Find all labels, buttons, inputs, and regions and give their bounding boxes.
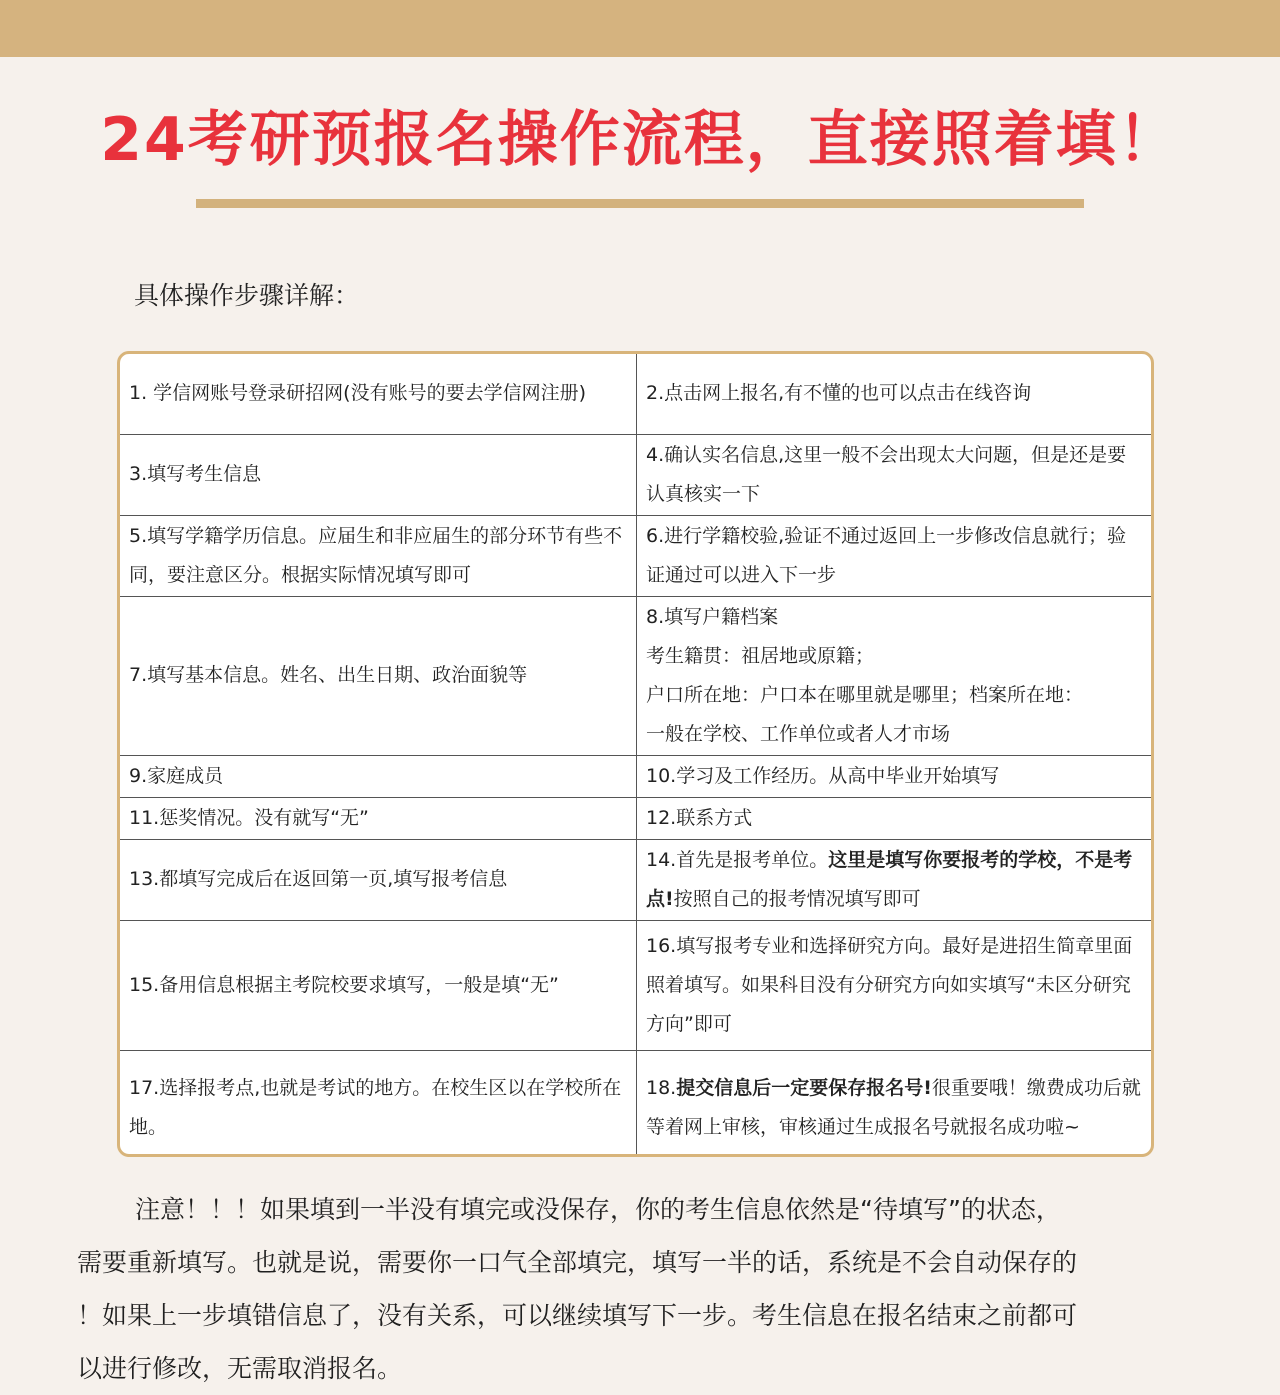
table-row: [120, 354, 1151, 434]
step-18-emphasis: 提交信息后一定要保存报名号!: [676, 1077, 932, 1100]
step-13: 13.都填写完成后在返回第一页,填写报考信息: [120, 839, 637, 920]
page-title: 24考研预报名操作流程，直接照着填！: [100, 105, 1180, 175]
table-row: [120, 515, 1151, 596]
table-row: [120, 920, 1151, 1050]
step-8-line-3: 一般在学校、工作单位或者人才市场: [646, 722, 951, 745]
step-4: 4.确认实名信息,这里一般不会出现太大问题，但是还是要认真核实一下: [637, 434, 1152, 515]
step-18-tail: 很重要哦！缴费成功后就等着网上审核，审核通过生成报名号就报名成功啦~: [646, 1077, 1141, 1139]
step-8: [637, 596, 1152, 755]
step-10: 10.学习及工作经历。从高中毕业开始填写: [637, 755, 1152, 797]
step-11: 11.惩奖情况。没有就写“无”: [120, 797, 637, 839]
notice-line-2: 需要重新填写。也就是说，需要你一口气全部填完，填写一半的话，系统是不会自动保存的: [77, 1248, 1078, 1277]
notice-line-1: 注意！！！如果填到一半没有填完或没保存，你的考生信息依然是“待填写”的状态，: [135, 1195, 1061, 1224]
step-6: 6.进行学籍校验,验证不通过返回上一步修改信息就行；验证通过可以进入下一步: [637, 515, 1152, 596]
step-1: 1. 学信网账号登录研招网(没有账号的要去学信网注册): [120, 354, 637, 434]
table-row: [120, 434, 1151, 515]
notice-line-4: 以进行修改，无需取消报名。: [77, 1354, 403, 1383]
title-underline: [196, 199, 1084, 208]
step-9: 9.家庭成员: [120, 755, 637, 797]
step-14-tail: 按照自己的报考情况填写即可: [673, 887, 921, 910]
step-12: 12.联系方式: [637, 797, 1152, 839]
step-18: [637, 1050, 1152, 1157]
table-row: [120, 596, 1151, 755]
step-14: [637, 839, 1152, 920]
step-2: 2.点击网上报名,有不懂的也可以点击在线咨询: [637, 354, 1152, 434]
steps-table: [117, 351, 1154, 1157]
step-7: 7.填写基本信息。姓名、出生日期、政治面貌等: [120, 596, 637, 755]
step-8-line-1: 考生籍贯：祖居地或原籍；: [646, 644, 875, 667]
step-14-lead: 14.首先是报考单位。: [646, 848, 829, 871]
table-row: [120, 1050, 1151, 1157]
table-row: [120, 755, 1151, 797]
notice-paragraph: [77, 1183, 1217, 1395]
step-16: 16.填写报考专业和选择研究方向。最好是进招生简章里面照着填写。如果科目没有分研究方向如实填写“未区分研究方向”即可: [637, 920, 1152, 1050]
table-row: [120, 839, 1151, 920]
top-decor-band: [0, 0, 1280, 57]
step-17: 17.选择报考点,也就是考试的地方。在校生区以在学校所在地。: [120, 1050, 637, 1157]
step-8-line-2: 户口所在地：户口本在哪里就是哪里；档案所在地：: [646, 683, 1084, 706]
notice-line-3: ！如果上一步填错信息了，没有关系，可以继续填写下一步。考生信息在报名结束之前都可: [77, 1301, 1078, 1330]
step-5: 5.填写学籍学历信息。应届生和非应届生的部分环节有些不同，要注意区分。根据实际情况填写即可: [120, 515, 637, 596]
step-18-lead: 18.: [646, 1077, 677, 1100]
table-row: [120, 797, 1151, 839]
section-heading: 具体操作步骤详解：: [134, 281, 360, 310]
step-14-emphasis: 这里是填写你要报考的学校，不是考点!: [646, 848, 1133, 910]
step-15: 15.备用信息根据主考院校要求填写，一般是填“无”: [120, 920, 637, 1050]
step-3: 3.填写考生信息: [120, 434, 637, 515]
step-8-title: 8.填写户籍档案: [646, 605, 779, 628]
